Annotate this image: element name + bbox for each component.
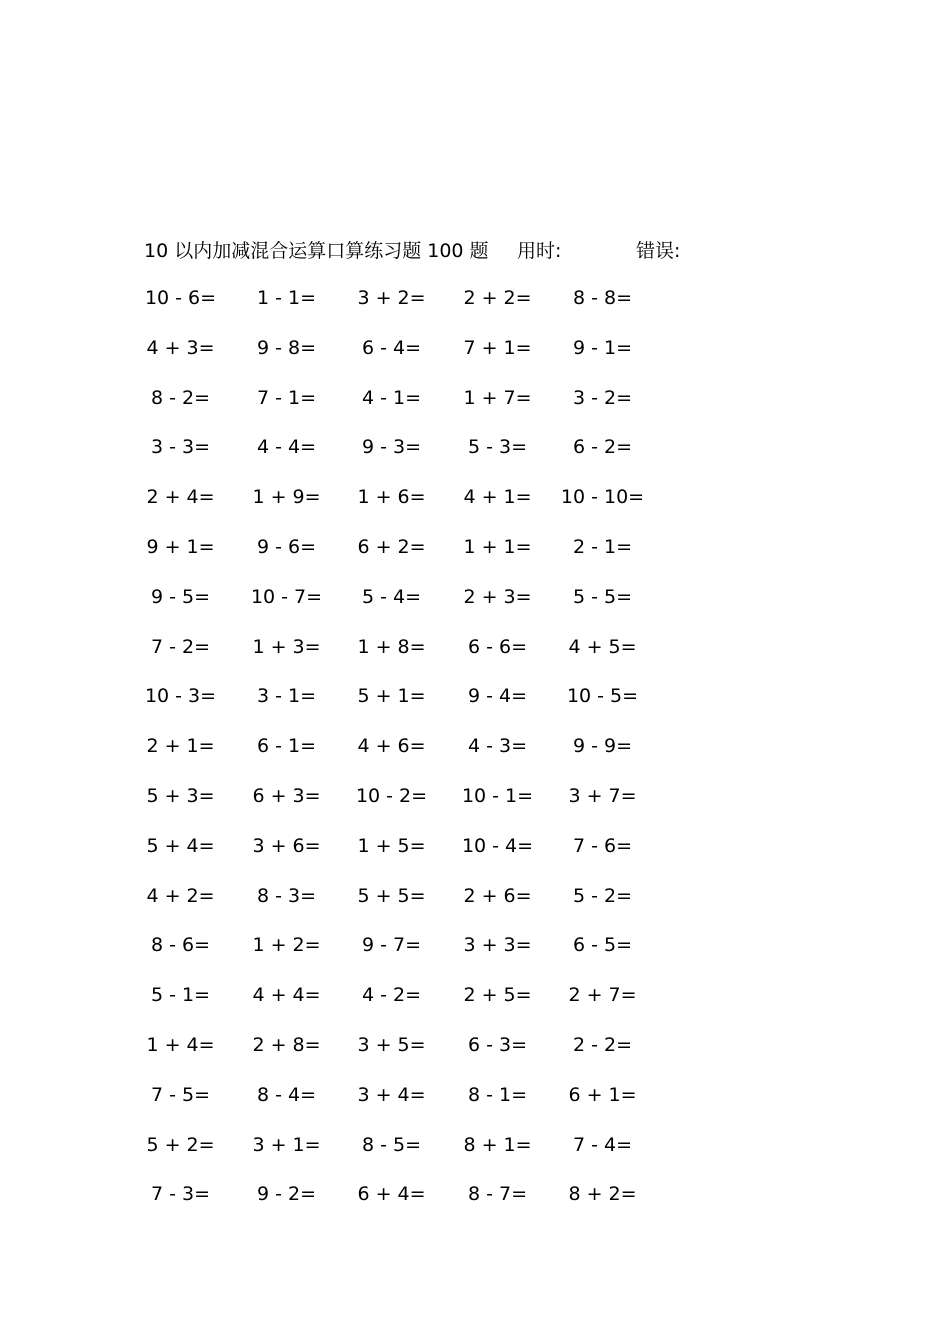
- math-problem: 4 - 3=: [467, 735, 528, 758]
- math-problem: 4 + 6=: [357, 735, 426, 758]
- math-problem: 10 - 2=: [355, 784, 428, 807]
- math-problem: 7 - 4=: [572, 1133, 633, 1156]
- math-problem: 2 + 2=: [463, 287, 532, 309]
- math-problem: 6 - 1=: [256, 735, 317, 758]
- math-problem: 9 - 8=: [256, 336, 317, 359]
- math-problem: 1 + 2=: [252, 934, 321, 957]
- math-problem: 6 - 2=: [572, 436, 633, 459]
- math-problem: 4 - 1=: [361, 386, 422, 409]
- math-problem: 3 - 1=: [256, 685, 317, 708]
- math-problem: 9 - 1=: [572, 336, 633, 359]
- math-problem: 3 + 5=: [357, 1033, 426, 1056]
- math-problem: 8 - 1=: [467, 1083, 528, 1106]
- problem-row: [144, 1080, 674, 1130]
- math-problem: 8 - 2=: [150, 386, 211, 409]
- math-problem: 1 - 1=: [256, 287, 317, 309]
- math-problem: 5 - 1=: [150, 984, 211, 1007]
- math-problem: 6 - 5=: [572, 934, 633, 957]
- math-problem: 1 + 7=: [463, 386, 532, 409]
- math-problem: 8 - 4=: [256, 1083, 317, 1106]
- math-problem: 2 + 1=: [146, 735, 215, 758]
- math-problem: 5 - 2=: [572, 884, 633, 907]
- math-problem: 2 + 7=: [568, 984, 637, 1007]
- math-problem: 9 - 6=: [256, 535, 317, 558]
- problem-row: [144, 681, 674, 731]
- worksheet-title: 10 以内加减混合运算口算练习题 100 题: [144, 240, 489, 262]
- math-problem: 9 - 3=: [361, 436, 422, 459]
- math-problem: 10 - 4=: [461, 834, 534, 857]
- math-problem: 2 - 2=: [572, 1033, 633, 1056]
- math-problem: 10 - 7=: [250, 585, 323, 608]
- math-problem: 4 - 2=: [361, 984, 422, 1007]
- problem-row: [144, 632, 674, 682]
- problem-row: [144, 1130, 674, 1180]
- math-problem: 10 - 6=: [144, 287, 217, 309]
- time-used-label: 用时:: [517, 240, 562, 262]
- math-problem: 3 + 4=: [357, 1083, 426, 1106]
- math-problem: 7 - 5=: [150, 1083, 211, 1106]
- math-problem: 4 + 1=: [463, 486, 532, 509]
- math-problem: 8 - 6=: [150, 934, 211, 957]
- math-problem: 1 + 4=: [146, 1033, 215, 1056]
- math-problem: 4 - 4=: [256, 436, 317, 459]
- math-problem: 6 - 4=: [361, 336, 422, 359]
- math-problem: 8 - 5=: [361, 1133, 422, 1156]
- math-problem: 1 + 3=: [252, 635, 321, 658]
- math-problem: 3 + 3=: [463, 934, 532, 957]
- math-problem: 9 - 7=: [361, 934, 422, 957]
- math-problem: 6 + 4=: [357, 1183, 426, 1206]
- math-problem: 9 - 5=: [150, 585, 211, 608]
- problem-row: [144, 781, 674, 831]
- math-problem: 1 + 1=: [463, 535, 532, 558]
- error-count-label: 错误:: [636, 240, 681, 262]
- problem-row: [144, 1030, 674, 1080]
- math-problem: 2 - 1=: [572, 535, 633, 558]
- math-problem: 5 + 1=: [357, 685, 426, 708]
- problem-row: [144, 333, 674, 383]
- math-problem: 10 - 5=: [566, 685, 639, 708]
- problem-row: [144, 532, 674, 582]
- math-problem: 10 - 10=: [560, 486, 645, 509]
- math-problem: 5 + 2=: [146, 1133, 215, 1156]
- math-problem: 8 - 8=: [572, 287, 633, 309]
- math-problem: 9 - 4=: [467, 685, 528, 708]
- math-problem: 5 + 4=: [146, 834, 215, 857]
- math-problem: 1 + 5=: [357, 834, 426, 857]
- math-problem: 4 + 5=: [568, 635, 637, 658]
- math-problem: 6 - 3=: [467, 1033, 528, 1056]
- math-problem: 6 + 3=: [252, 784, 321, 807]
- math-problem: 3 - 2=: [572, 386, 633, 409]
- math-problem: 4 + 2=: [146, 884, 215, 907]
- math-problem: 8 - 7=: [467, 1183, 528, 1206]
- math-problem: 3 - 3=: [150, 436, 211, 459]
- problem-row: [144, 482, 674, 532]
- math-problem: 8 + 1=: [463, 1133, 532, 1156]
- problem-row: [144, 930, 674, 980]
- problem-grid: [144, 283, 674, 1229]
- math-problem: 2 + 5=: [463, 984, 532, 1007]
- math-problem: 8 - 3=: [256, 884, 317, 907]
- math-problem: 10 - 1=: [461, 784, 534, 807]
- math-problem: 1 + 9=: [252, 486, 321, 509]
- problem-row: [144, 831, 674, 881]
- math-problem: 7 - 2=: [150, 635, 211, 658]
- math-problem: 6 + 1=: [568, 1083, 637, 1106]
- problem-row: [144, 881, 674, 931]
- math-problem: 7 + 1=: [463, 336, 532, 359]
- problem-row: [144, 980, 674, 1030]
- math-problem: 1 + 6=: [357, 486, 426, 509]
- math-problem: 7 - 3=: [150, 1183, 211, 1206]
- math-problem: 2 + 6=: [463, 884, 532, 907]
- math-problem: 2 + 8=: [252, 1033, 321, 1056]
- math-problem: 9 + 1=: [146, 535, 215, 558]
- math-problem: 5 + 5=: [357, 884, 426, 907]
- math-problem: 1 + 8=: [357, 635, 426, 658]
- math-problem: 10 - 3=: [144, 685, 217, 708]
- math-problem: 8 + 2=: [568, 1183, 637, 1206]
- math-problem: 5 - 3=: [467, 436, 528, 459]
- math-problem: 9 - 2=: [256, 1183, 317, 1206]
- problem-row: [144, 283, 674, 333]
- problem-row: [144, 432, 674, 482]
- math-problem: 9 - 9=: [572, 735, 633, 758]
- math-problem: 3 + 7=: [568, 784, 637, 807]
- math-problem: 3 + 1=: [252, 1133, 321, 1156]
- math-problem: 3 + 2=: [357, 287, 426, 309]
- math-problem: 7 - 6=: [572, 834, 633, 857]
- problem-row: [144, 582, 674, 632]
- math-problem: 2 + 4=: [146, 486, 215, 509]
- math-problem: 2 + 3=: [463, 585, 532, 608]
- math-problem: 4 + 3=: [146, 336, 215, 359]
- math-problem: 5 + 3=: [146, 784, 215, 807]
- problem-row: [144, 383, 674, 433]
- problem-row: [144, 731, 674, 781]
- math-problem: 7 - 1=: [256, 386, 317, 409]
- math-problem: 5 - 4=: [361, 585, 422, 608]
- math-problem: 3 + 6=: [252, 834, 321, 857]
- worksheet-header: [144, 236, 764, 266]
- math-problem: 6 - 6=: [467, 635, 528, 658]
- problem-row: [144, 1179, 674, 1229]
- math-problem: 6 + 2=: [357, 535, 426, 558]
- math-problem: 4 + 4=: [252, 984, 321, 1007]
- math-problem: 5 - 5=: [572, 585, 633, 608]
